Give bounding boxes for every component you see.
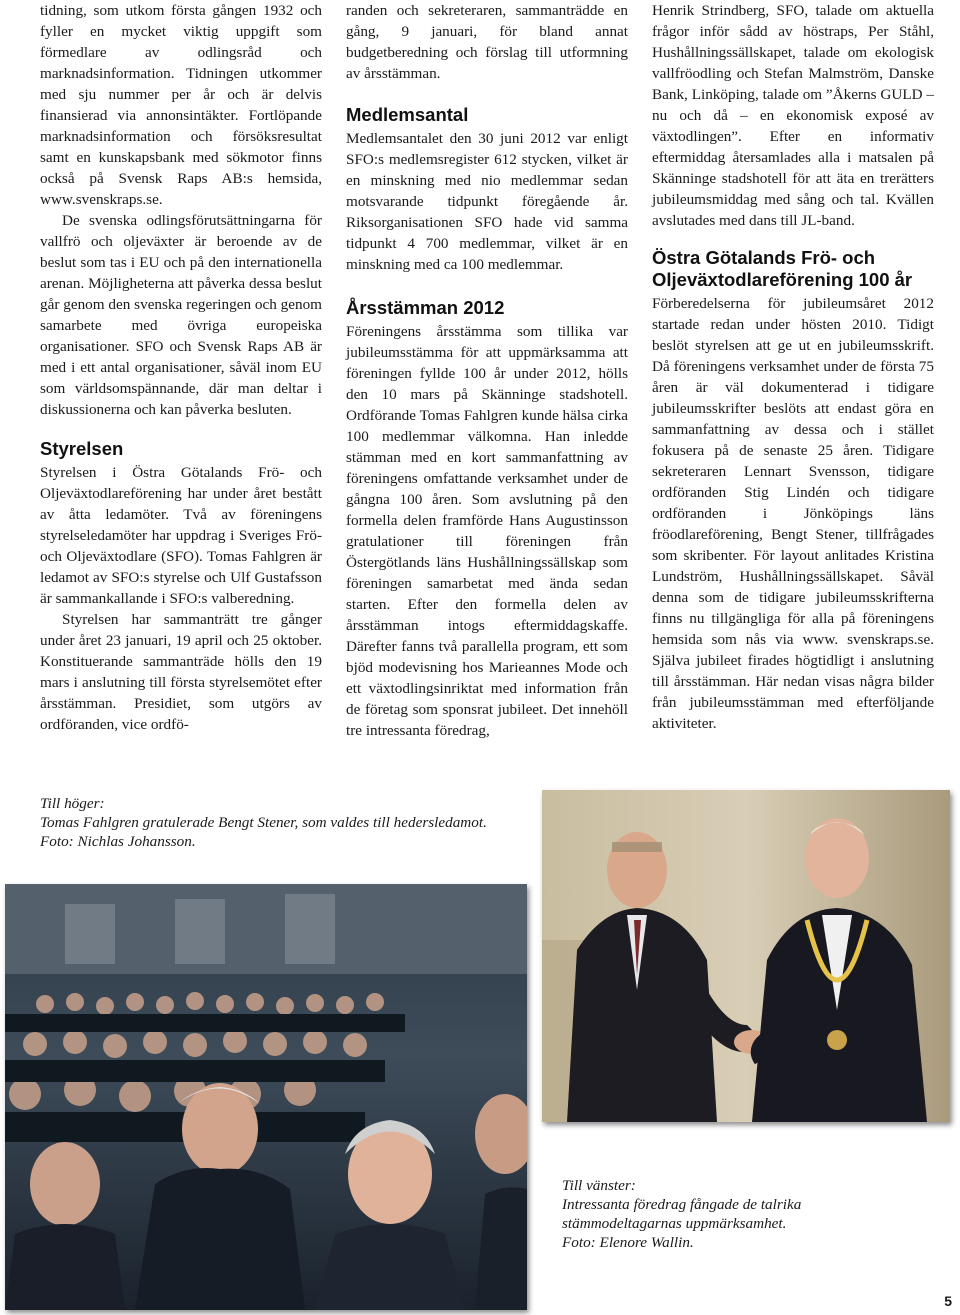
paragraph: Förberedelserna för jubileumsåret 2012 startade redan under hösten 2010. Tidigt beslöt styrelsen att ge ut en jubileumsskrift. Då föreningens verksamhet under de första 75 åren är väl dokumenterad i tidigare jubileumsskrifter beslöts att endast göra en sammanfattning av dessa och i stället fokusera på de senaste 25 åren. Tidigare sekreteraren Lennart Svensson, tidigare ordföranden Stig Lindén och tidigare ordföranden i Jönköpings läns fröodlareförening, Bengt Stener, tillfrågades som skribenter. För layout anlitades Kristina Lundström, Hushållningssällskapet. Såväl denna som de tidigare jubileumsskrifterna finns nu tillgängliga för alla på föreningens hemsida som nås via www. svenskraps.se. Själva jubileet firades högtidligt i anslutning till årsstämman. Här nedan visas några bilder från jubileumsstämman med efterföljande aktiviteter.	[652, 295, 934, 732]
section-heading-jubileum: Östra Götalands Frö- och Oljeväxtodlareförening 100 år	[652, 247, 913, 290]
paragraph: randen och sekreteraren, sammanträdde en gång, 9 januari, för bland annat budgetberedning och förslag till utformning av årsstämman.	[346, 2, 628, 82]
caption-heading: Till vänster:	[562, 1177, 636, 1194]
text-column-1	[40, 0, 322, 735]
paragraph: De svenska odlingsförutsättningarna för vallfrö och oljeväxter är beroende av de beslut som tas i EU och på den internationella arenan. Möjligheterna att påverka dessa beslut går genom den svenska regeringen och genom samarbete med övriga europeiska organisationer. SFO och Svensk Raps AB är med i ett antal organisationer, såväl inom EU som världsomspännande, där man deltar i diskussionerna och kan påverka besluten.	[40, 212, 322, 418]
caption-credit: Foto: Nichlas Johansson.	[40, 833, 196, 850]
paragraph: Föreningens årsstämma som tillika var jubileumsstämma för att uppmärksamma att föreningen fyllde 100 år under 2012, hölls den 10 mars på Skänninge stadshotell. Ordförande Tomas Fahlgren kunde hälsa cirka 100 medlemmar välkomna. Han inledde stämman med en kort sammanfattning av föreningens omfattande verksamhet under de gångna 100 åren. Som avslutning på den formella delen framförde Hans Augustinsson gratulationer till föreningen från Östergötlands läns Hushållningssällskap som föreningen samarbetat med ända sedan starten. Efter den formella delen av årsstämman intogs eftermiddagskaffe. Därefter fanns två parallella program, ett som bjöd modevisning hos Marieannes Mode och ett växtodlingsinriktat med information från de företag som sponsrat jubileet. Det innehöll tre intressanta föredrag,	[346, 323, 628, 739]
section-heading-arsstamman: Årsstämman 2012	[346, 297, 505, 318]
paragraph: Styrelsen har sammanträtt tre gånger under året 23 januari, 19 april och 25 oktober. Konstituerande sammanträde hölls den 19 mars i anslutning till första styrelsemötet efter årsstämman. Presidiet, som utgörs av ordföranden, vice ordfö-	[40, 611, 322, 733]
caption-credit: Foto: Elenore Wallin.	[562, 1234, 694, 1251]
section-heading-styrelsen: Styrelsen	[40, 438, 124, 459]
caption-heading: Till höger:	[40, 795, 105, 812]
audience-photo	[5, 884, 527, 1310]
paragraph: Styrelsen i Östra Götalands Frö- och Oljeväxtodlareförening har under året bestått av åtta ledamöter. Två av föreningens styrelseledamöter har uppdrag i Sveriges Frö- och Oljeväxtodlare (SFO). Tomas Fahlgren är ledamot av SFO:s styrelse och Ulf Gustafsson är sammankallande i SFO:s valberedning.	[40, 464, 322, 607]
photo-caption-left	[562, 1176, 922, 1252]
photo-caption-right	[40, 794, 510, 851]
text-column-3	[652, 0, 934, 734]
caption-text: Intressanta föredrag fångade de talrika stämmodeltagarnas uppmärksamhet.	[562, 1196, 802, 1232]
page-number: 5	[944, 1293, 952, 1309]
caption-text: Tomas Fahlgren gratulerade Bengt Stener, som valdes till hedersledamot.	[40, 814, 487, 831]
handshake-photo	[542, 790, 950, 1122]
paragraph: Medlemsantalet den 30 juni 2012 var enligt SFO:s medlemsregister 612 stycken, vilket är en minskning med nio medlemmar sedan motsvarande tidpunkt föregående år. Riksorganisationen SFO hade vid samma tidpunkt 4 700 medlemmar, vilket är en minskning med ca 100 medlemmar.	[346, 130, 628, 273]
text-column-2	[346, 0, 628, 741]
section-heading-medlemsantal: Medlemsantal	[346, 104, 469, 125]
paragraph: tidning, som utkom första gången 1932 och fyller en mycket viktig uppgift som förmedlare av odlingsråd och marknadsinformation. Tidningen utkommer med sju nummer per år och är delvis finansierad via annonsintäkter. Fortlöpande marknadsinformation och försöksresultat samt en kunskapsbank med sökmotor finns också på Svensk Raps AB:s hemsida, www.svenskraps.se.	[40, 2, 322, 208]
paragraph: Henrik Strindberg, SFO, talade om aktuella frågor inför sådd av höstraps, Per Ståhl, Hushållningssällskapet, talade om ekologisk vallfröodling och Stefan Malmström, Danske Bank, Linköping, talade om ”Åkerns GULD – nu och då – en ekonomisk exposé av växtodlingen”. Efter en informativ eftermiddag återsamlades alla i matsalen på Skänninge stadshotell för att äta en trerätters jubileumsmiddag med sång och tal. Kvällen avslutades med dans till JL-band.	[652, 2, 934, 229]
